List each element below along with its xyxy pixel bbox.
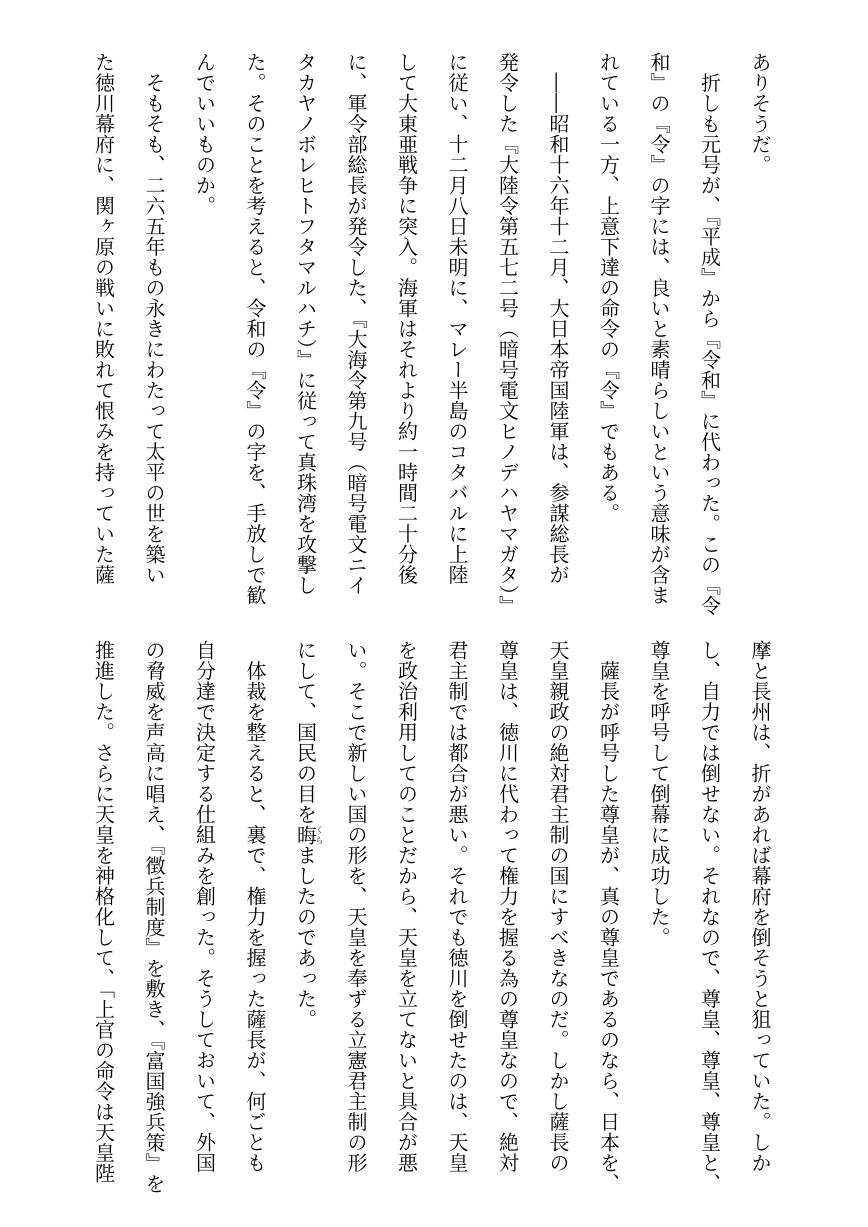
text-line: た。そのことを考えると、令和の『令』の字を、手放しで歓 [243, 52, 267, 606]
text-line: い。そこで新しい国の形を、天皇を奉ずる立憲君主制の形 [344, 640, 368, 1173]
text-block-top [91, 52, 785, 616]
text-line-with-ruby [280, 640, 331, 1188]
text-line: 折しも元号が、『平成』から『令和』に代わった。この『令 [697, 52, 722, 616]
text-line: して大東亜戦争に突入。海軍はそれより約一時間二十分後 [394, 52, 419, 585]
text-line: 自分達で決定する仕組みを創った。そうしておいて、外国 [192, 640, 217, 1173]
text-line: 和』の『令』の字には、良いと素晴らしいという意味が含ま [647, 52, 671, 606]
ruby-reading: くら [315, 824, 324, 845]
text-line: し、自力では倒せない。それなので、尊皇、尊皇、尊皇と、 [697, 640, 722, 1194]
text-line: れている一方、上意下達の命令の『令』でもある。 [596, 52, 621, 524]
text-line: 尊皇は、徳川に代わって権力を握る為の尊皇なので、絶対 [495, 640, 520, 1173]
text-line: ありそうだ。 [748, 52, 772, 175]
text-line: 発令した『大陸令第五七二号（暗号電文ヒノデハヤマガタ）』 [495, 52, 520, 616]
text-line: に、軍令部総長が発令した、『大海令第九号（暗号電文ニイ [344, 52, 368, 596]
text-line: 体裁を整えると、裏で、権力を握った薩長が、何ごとも [243, 640, 267, 1173]
text-line: 推進した。さらに天皇を神格化して、「上官の命令は天皇陛 [91, 640, 116, 1184]
text-line: 尊皇を呼号して倒幕に成功した。 [647, 640, 671, 948]
text-line: 薩長が呼号した尊皇が、真の尊皇であるのなら、日本を、 [596, 640, 621, 1194]
text-line: んでいいものか。 [192, 52, 217, 216]
text-line: の脅威を声高に唱え、『徴兵制度』を敷き、『富国強兵策』を [142, 640, 166, 1194]
ruby-annotation [293, 824, 324, 846]
text-line: を政治利用してのことだから、天皇を立てないと具合が悪 [394, 640, 419, 1173]
ruby-before-text: にして、国民の目を [293, 640, 318, 825]
text-line: タカヤノボレヒトフタマルハチ）』に従って真珠湾を攻撃し [293, 52, 318, 596]
text-line: ――昭和十六年十二月、大日本帝国陸軍は、参謀総長が [546, 52, 570, 585]
ruby-base: 晦 [293, 824, 318, 845]
text-line: に従い、十二月八日未明に、マレー半島のコタバルに上陸 [445, 52, 469, 585]
text-line: 摩と長州は、折があれば幕府を倒そうと狙っていた。しか [748, 640, 772, 1173]
text-line: た徳川幕府に、関ヶ原の戦いに敗れて恨みを持っていた薩 [91, 52, 116, 585]
ruby-after-text: ましたのであった。 [293, 845, 318, 1030]
text-line: そもそも、二六五年もの永きにわたって太平の世を築い [142, 52, 166, 585]
text-line: 君主制では都合が悪い。それでも徳川を倒せたのは、天皇 [445, 640, 469, 1173]
text-line: 天皇親政の絶対君主制の国にすべきなのだ。しかし薩長の [546, 640, 570, 1173]
text-block-bottom [91, 640, 785, 1194]
